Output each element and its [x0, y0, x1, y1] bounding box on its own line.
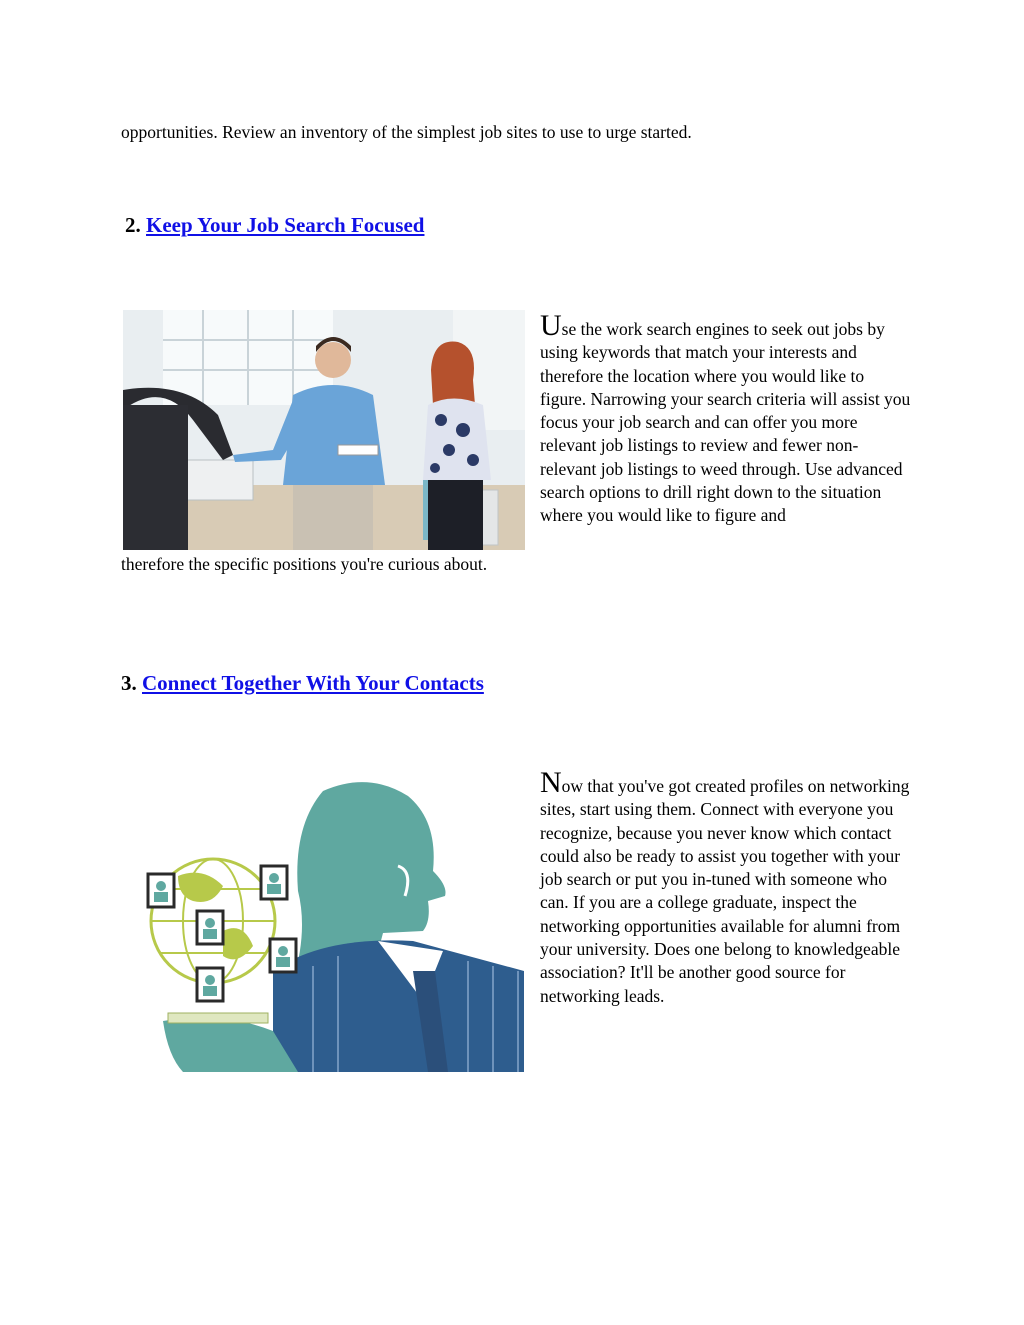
section-3-dropcap: N	[540, 766, 562, 799]
section-2-paragraph-text: se the work search engines to seek out jobs by using keywords that match your interests and therefore the location where you would like to figure. Narrowing your search criteria will assist you focus your job search and can offer you more relevant job listings to review and fewer non-relevant job listings to weed through. Use advanced search options to drill right down to the situation where you would like to figure and	[540, 319, 911, 526]
section-2-title-link[interactable]: Keep Your Job Search Focused	[146, 213, 425, 237]
networking-illustration	[123, 771, 524, 1072]
intro-text: opportunities. Review an inventory of the simplest job sites to use to urge started.	[121, 122, 692, 142]
section-3-paragraph	[540, 766, 912, 1008]
section-3-title-link[interactable]: Connect Together With Your Contacts	[142, 671, 484, 695]
section-2-heading	[125, 213, 424, 238]
section-3-number: 3.	[121, 671, 137, 695]
section-3-paragraph-text: ow that you've got created profiles on networking sites, start using them. Connect with everyone you recognize, because you never know which contact could also be ready to assist you together with your job search or put you in-tuned with someone who can. If you are a college graduate, inspect the networking opportunities available for alumni from your university. Does one belong to knowledgeable association? It'll be another good source for networking leads.	[540, 776, 910, 1006]
section-2-dropcap: U	[540, 309, 562, 342]
office-handshake-image	[123, 310, 525, 550]
section-2-paragraph	[540, 309, 912, 528]
section-3-heading	[121, 671, 484, 696]
section-2-paragraph-tail: therefore the specific positions you're curious about.	[121, 554, 488, 574]
section-2-number: 2.	[125, 213, 141, 237]
